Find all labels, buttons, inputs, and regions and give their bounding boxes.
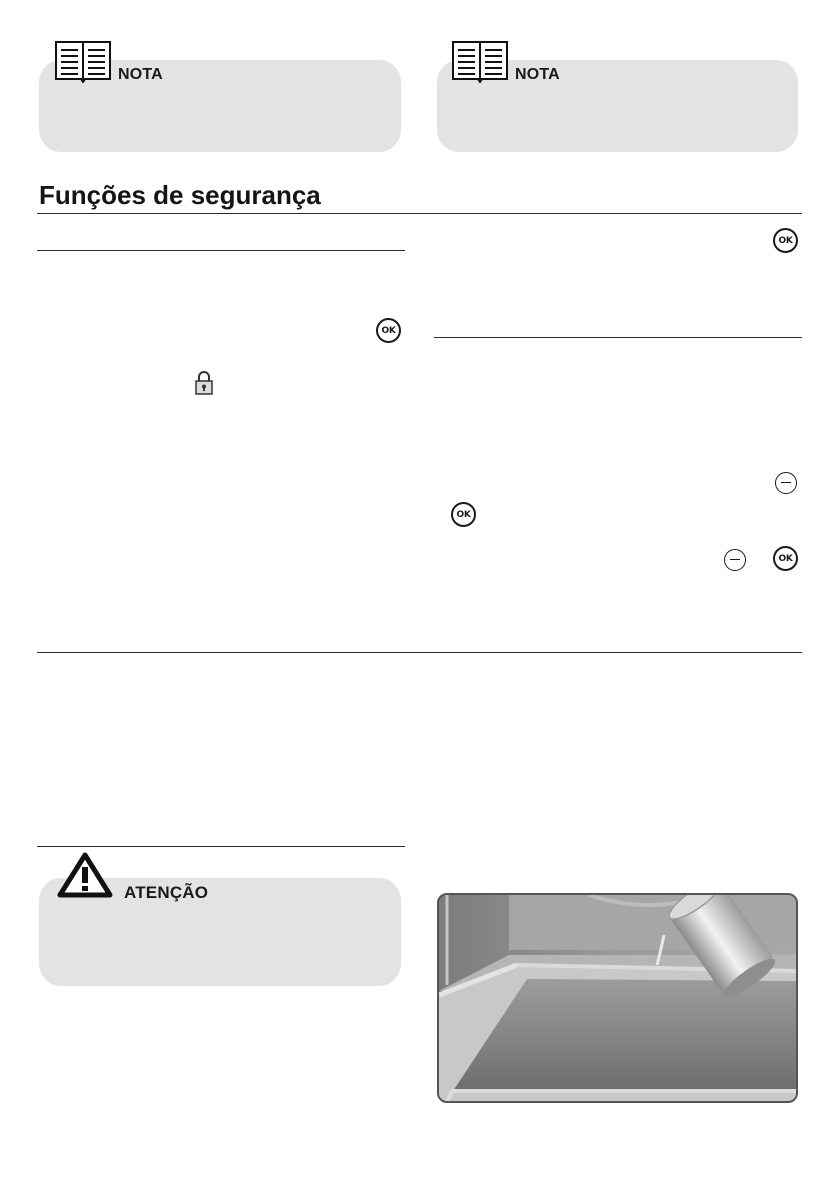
ok-button-icon: OK bbox=[773, 546, 798, 571]
padlock-icon bbox=[194, 370, 214, 395]
open-book-icon bbox=[452, 41, 508, 83]
minus-button-icon bbox=[775, 472, 797, 494]
warning-label: ATENÇÃO bbox=[124, 883, 209, 902]
minus-button-icon bbox=[724, 549, 746, 571]
left-sub-rule-1 bbox=[37, 250, 405, 251]
warning-triangle-icon bbox=[57, 852, 113, 898]
ok-button-icon: OK bbox=[773, 228, 798, 253]
title-rule bbox=[37, 213, 802, 214]
full-width-rule bbox=[37, 652, 802, 653]
section-title: Funções de segurança bbox=[39, 180, 321, 210]
note-label-left: NOTA bbox=[118, 66, 163, 83]
right-sub-rule-1 bbox=[434, 337, 802, 338]
ok-button-icon: OK bbox=[376, 318, 401, 343]
water-cup-pouring-into-oven-icon bbox=[439, 895, 796, 1101]
left-sub-rule-2 bbox=[37, 846, 405, 847]
open-book-icon bbox=[55, 41, 111, 83]
note-label-right: NOTA bbox=[515, 66, 560, 83]
oven-water-photo bbox=[437, 893, 798, 1103]
ok-button-icon: OK bbox=[451, 502, 476, 527]
